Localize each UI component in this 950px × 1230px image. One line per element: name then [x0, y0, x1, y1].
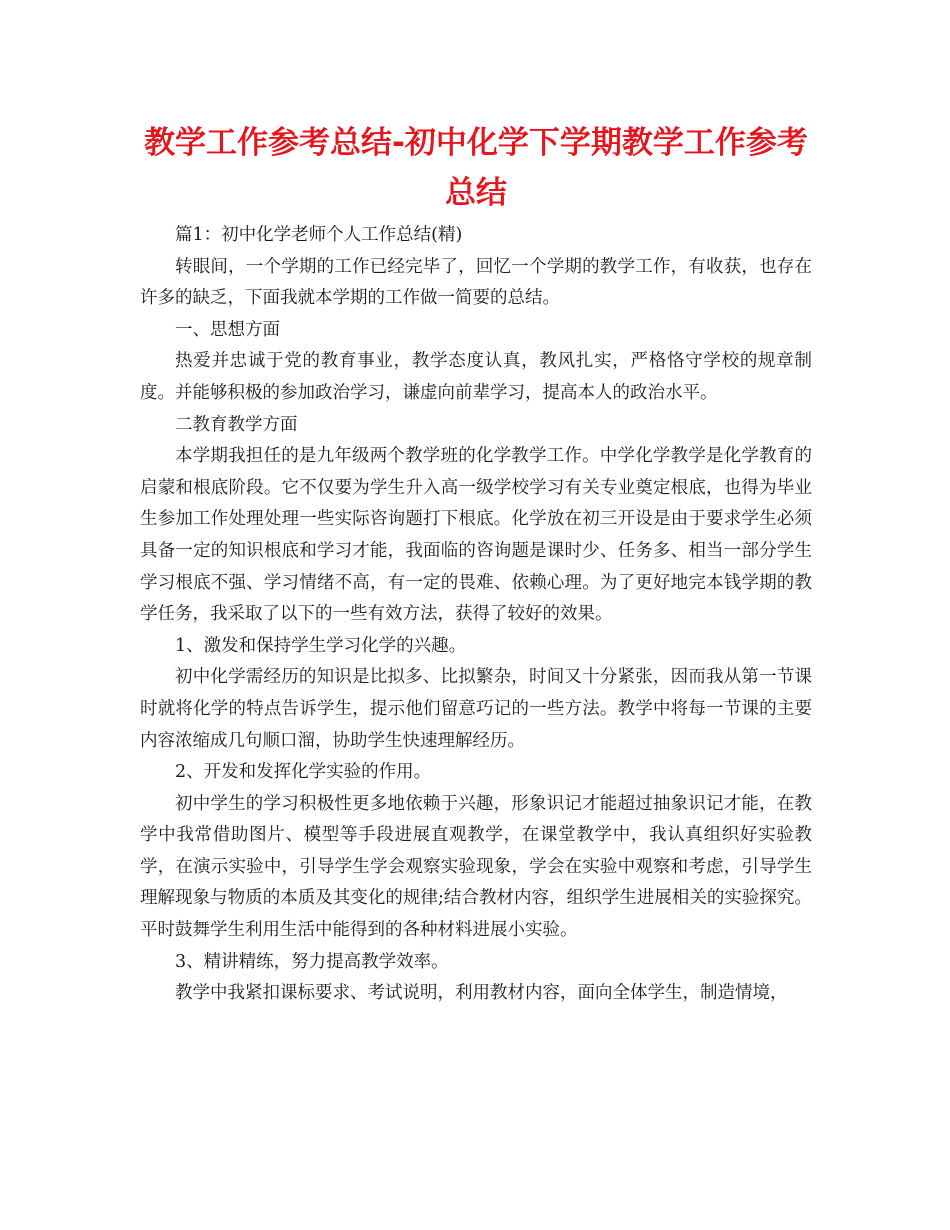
- paragraph-teaching: 本学期我担任的是九年级两个教学班的化学教学工作。中学化学教学是化学教育的启蒙和根底阶段。它不仅要为学生升入高一级学校学习有关专业奠定根底，也得为毕业生参加工作处理处理一些实际咨询题打下根底。化学放在初三开设是由于要求学生必须具备一定的知识根底和学习才能，我面临的咨询题是课时少、任务多、相当一部分学生学习根底不强、学习情绪不高，有一定的畏难、依赖心理。为了更好地完本钱学期的教学任务，我采取了以下的一些有效方法，获得了较好的效果。: [140, 446, 812, 625]
- paragraph-heading-thought: 一、思想方面: [175, 319, 280, 340]
- paragraph-heading-teaching: 二教育教学方面: [175, 414, 298, 435]
- paragraph-heading-efficiency: 3、精讲精练，努力提高教学效率。: [175, 951, 449, 972]
- document-title: 教学工作参考总结-初中化学下学期教学工作参考总结: [144, 125, 808, 211]
- paragraph-heading-interest: 1、激发和保持学生学习化学的兴趣。: [175, 635, 467, 656]
- paragraph-efficiency: 教学中我紧扣课标要求、考试说明，利用教材内容，面向全体学生，制造情境，: [175, 983, 788, 1004]
- paragraph-thought: 热爱并忠诚于党的教育事业，教学态度认真，教风扎实，严格恪守学校的规章制度。并能够积极的参加政治学习，谦虚向前辈学习，提高本人的政治水平。: [140, 351, 812, 403]
- paragraph-section-heading: 篇1：初中化学老师个人工作总结(精): [175, 225, 463, 245]
- paragraph-intro: 转眼间，一个学期的工作已经完毕了，回忆一个学期的教学工作，有收获，也存在许多的缺乏，下面我就本学期的工作做一简要的总结。: [140, 256, 812, 309]
- paragraph-heading-experiment: 2、开发和发挥化学实验的作用。: [175, 762, 432, 783]
- document-body: [140, 220, 812, 1010]
- paragraph-experiment: 初中学生的学习积极性更多地依赖于兴趣，形象识记才能超过抽象识记才能，在教学中我常借助图片、模型等手段进展直观教学，在课堂教学中，我认真组织好实验教学，在演示实验中，引导学生学会观察实验现象，学会在实验中观察和考虑，引导学生理解现象与物质的本质及其变化的规律;结合教材内容，组织学生进展相关的实验探究。平时鼓舞学生利用生活中能得到的各种材料进展小实验。: [140, 793, 812, 941]
- paragraph-interest: 初中化学需经历的知识是比拟多、比拟繁杂，时间又十分紧张，因而我从第一节课时就将化学的特点告诉学生，提示他们留意巧记的一些方法。教学中将每一节课的主要内容浓缩成几句顺口溜，协助学生快速理解经历。: [140, 667, 812, 751]
